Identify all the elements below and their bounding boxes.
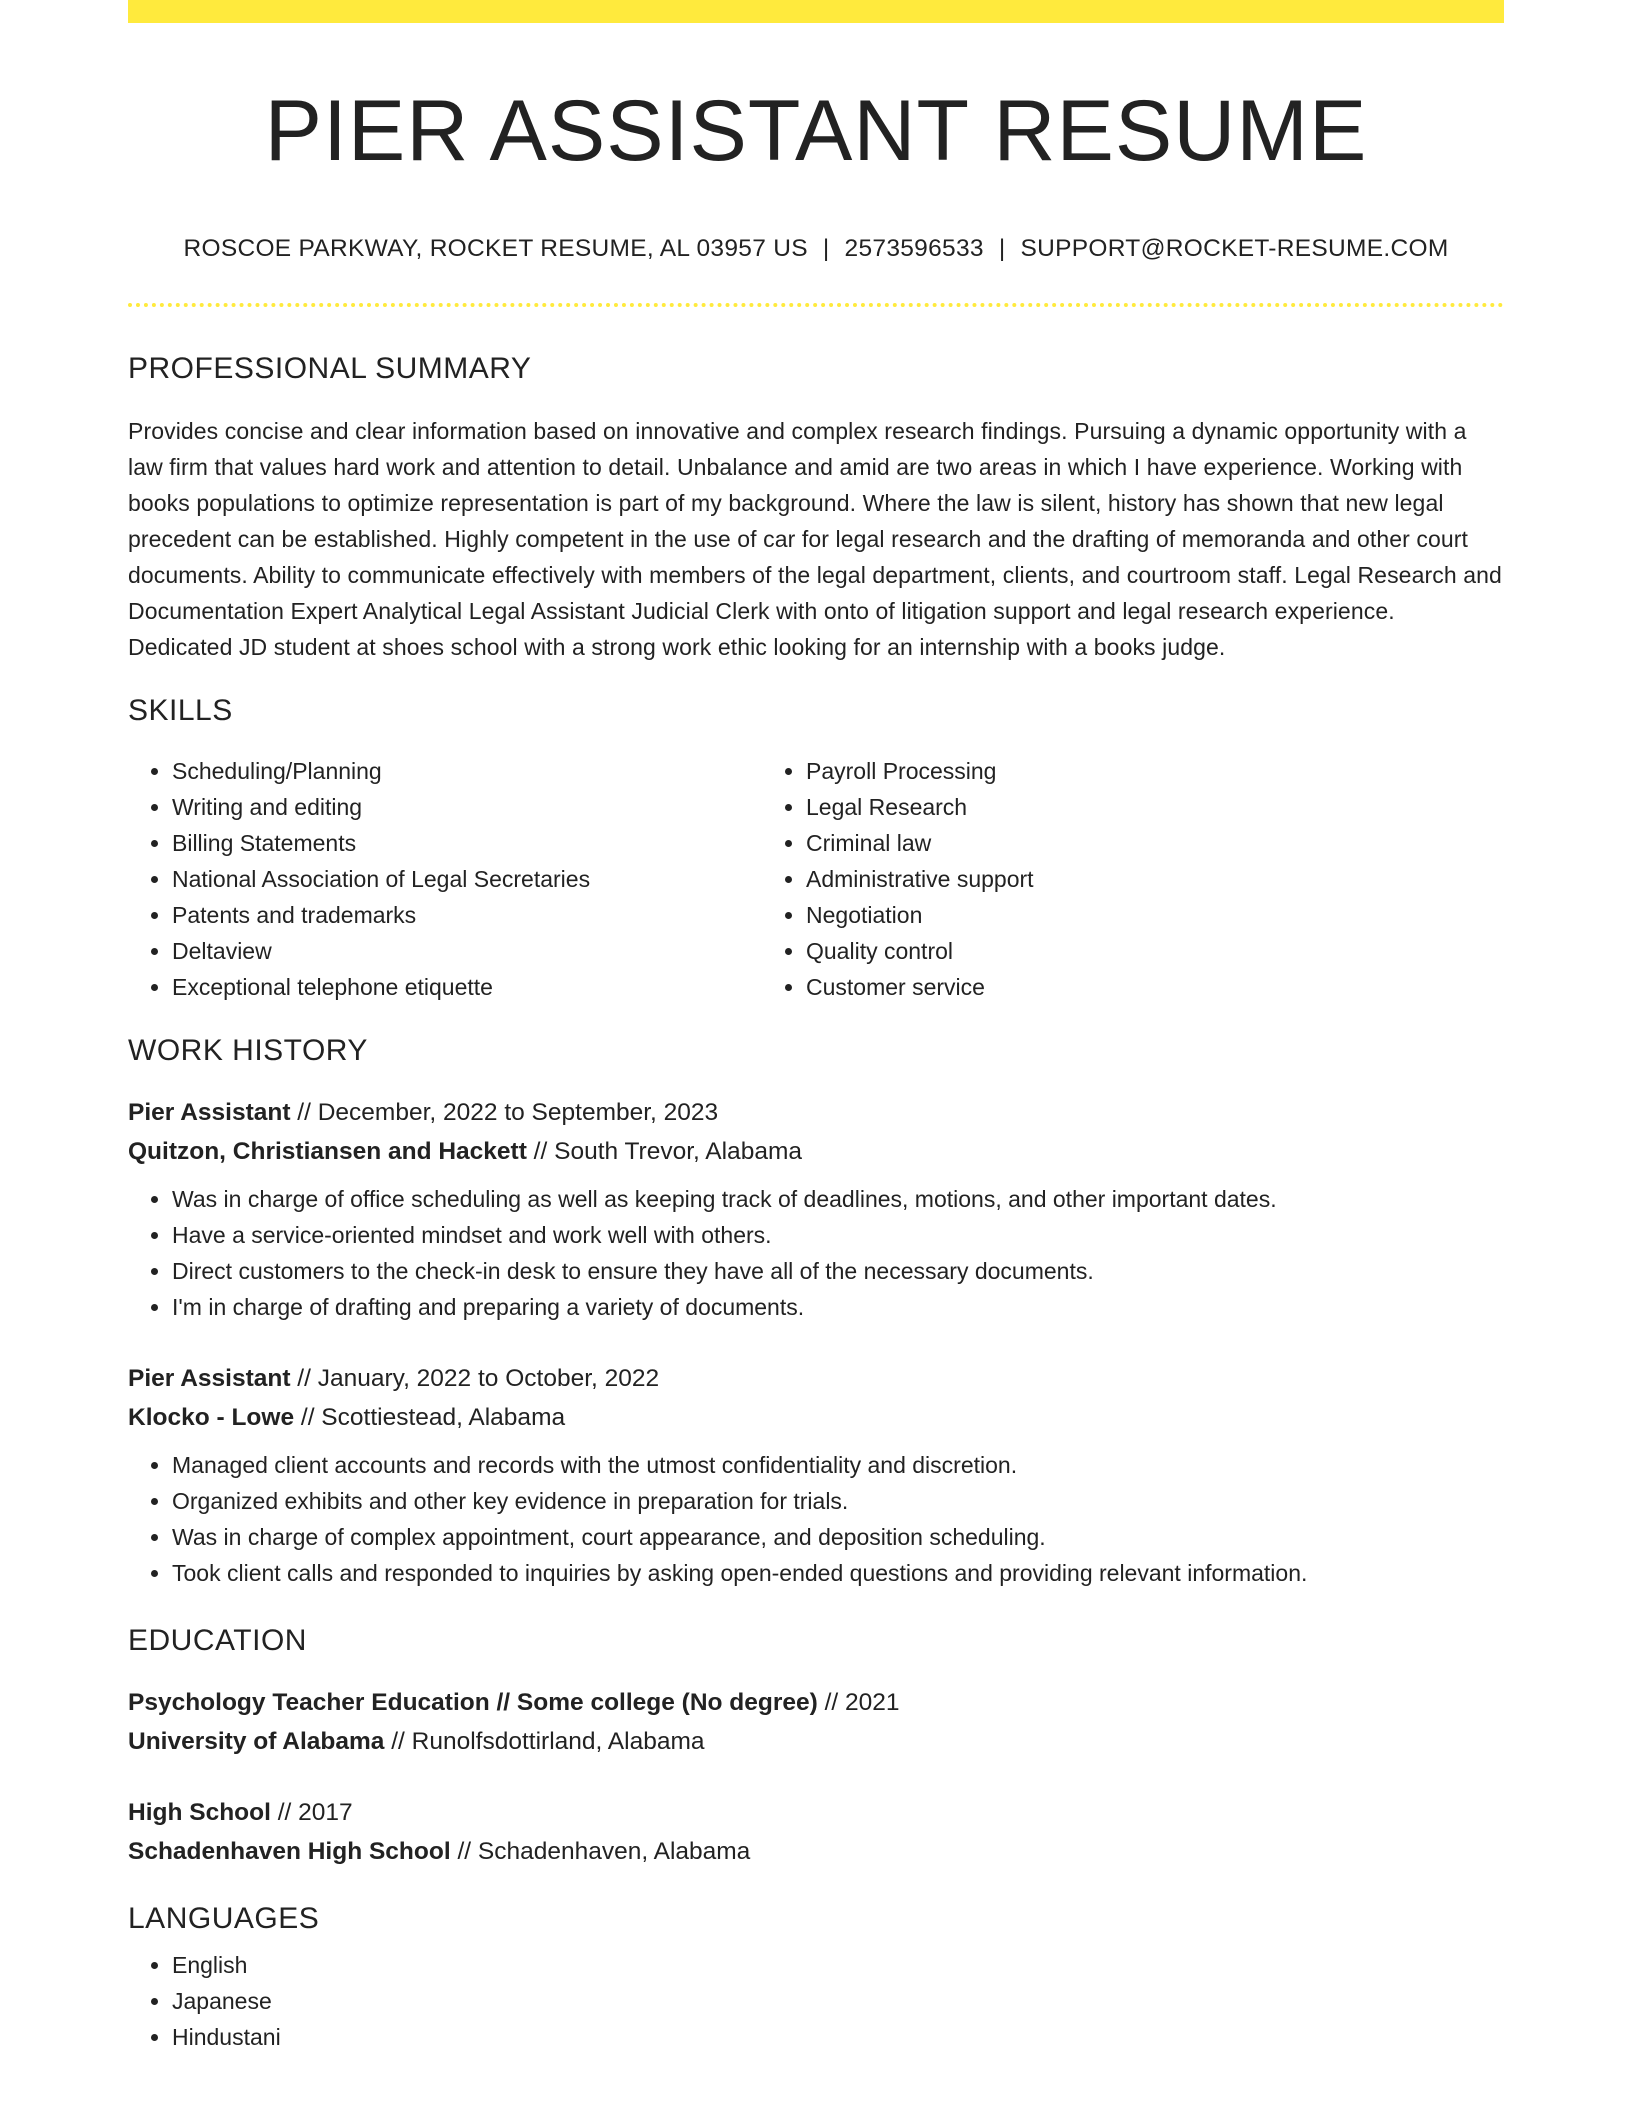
summary-heading: PROFESSIONAL SUMMARY — [128, 352, 532, 386]
skill-item: • Billing Statements — [172, 825, 762, 861]
job-bullet: • Was in charge of complex appointment, court appearance, and deposition scheduling. — [172, 1519, 1504, 1555]
accent-top-bar — [128, 0, 1504, 23]
education-heading: EDUCATION — [128, 1624, 307, 1658]
education-school: University of Alabama — [128, 1728, 385, 1756]
education-location: // Schadenhaven, Alabama — [450, 1838, 751, 1866]
job-title: Pier Assistant — [128, 1099, 291, 1127]
job-entry — [128, 1359, 1504, 1591]
skill-item: • Negotiation — [806, 897, 1396, 933]
job-company-line — [128, 1132, 1504, 1171]
job-bullet: • Organized exhibits and other key evidence in preparation for trials. — [172, 1483, 1504, 1519]
education-degree-line — [128, 1793, 1504, 1832]
skill-item: • Exceptional telephone etiquette — [172, 969, 762, 1005]
contact-separator: | — [822, 234, 830, 262]
job-bullet: • I'm in charge of drafting and preparing a variety of documents. — [172, 1289, 1504, 1325]
education-entry — [128, 1793, 1504, 1871]
skill-item: • Quality control — [806, 933, 1396, 969]
skill-item: • Customer service — [806, 969, 1396, 1005]
skill-item: • Administrative support — [806, 861, 1396, 897]
skill-item: • Deltaview — [172, 933, 762, 969]
skill-item: • Patents and trademarks — [172, 897, 762, 933]
education-location: // Runolfsdottirland, Alabama — [384, 1728, 705, 1756]
job-location: // South Trevor, Alabama — [526, 1138, 802, 1166]
job-bullet: • Managed client accounts and records with the utmost confidentiality and discretion. — [172, 1447, 1504, 1483]
job-dates: // January, 2022 to October, 2022 — [290, 1365, 660, 1393]
contact-address: ROSCOE PARKWAY, ROCKET RESUME, AL 03957 US — [183, 234, 808, 262]
languages-heading: LANGUAGES — [128, 1902, 320, 1936]
job-entry — [128, 1093, 1504, 1325]
contact-line — [128, 234, 1504, 263]
education-school-line — [128, 1832, 1504, 1871]
education-degree: Psychology Teacher Education // Some college (No degree) — [128, 1689, 818, 1717]
dotted-divider — [128, 303, 1504, 307]
job-bullet: • Was in charge of office scheduling as well as keeping track of deadlines, motions, and other important dates. — [172, 1181, 1504, 1217]
skill-item: • Criminal law — [806, 825, 1396, 861]
language-item: • Hindustani — [172, 2019, 1504, 2055]
contact-email: SUPPORT@ROCKET-RESUME.COM — [1020, 234, 1449, 262]
education-degree: High School — [128, 1799, 271, 1827]
job-bullet: • Have a service-oriented mindset and work well with others. — [172, 1217, 1504, 1253]
resume-page — [128, 0, 1504, 2055]
education-entry — [128, 1683, 1504, 1761]
job-title: Pier Assistant — [128, 1365, 291, 1393]
job-title-line — [128, 1093, 1504, 1132]
language-item: • Japanese — [172, 1983, 1504, 2019]
job-bullet: • Direct customers to the check-in desk to ensure they have all of the necessary documents. — [172, 1253, 1504, 1289]
summary-text: Provides concise and clear information based on innovative and complex research findings. Pursuing a dynamic opportunity with a law firm that values hard work and attention to detail. Unbalance and amid are two areas in which I have experience. Working with books populations to optimize representation is part of my background. Where the law is silent, history has shown that new legal precedent can be established. Highly competent in the use of car for legal research and the drafting of memoranda and other court documents. Ability to communicate effectively with members of the legal department, clients, and courtroom staff. Legal Research and Documentation Expert Analytical Legal Assistant Judicial Clerk with onto of litigation support and legal research experience. Dedicated JD student at shoes school with a strong work ethic looking for an internship with a books judge. — [128, 418, 1502, 661]
education-year: // 2021 — [817, 1689, 900, 1717]
languages-list — [128, 1947, 1504, 2055]
skill-item: • Payroll Processing — [806, 753, 1396, 789]
skill-item: • Writing and editing — [172, 789, 762, 825]
skill-item: • National Association of Legal Secretaries — [172, 861, 762, 897]
job-company-line — [128, 1398, 1504, 1437]
job-location: // Scottiestead, Alabama — [294, 1404, 566, 1432]
contact-separator: | — [998, 234, 1006, 262]
job-bullets — [128, 1181, 1504, 1325]
education-year: // 2017 — [270, 1799, 353, 1827]
education-school: Schadenhaven High School — [128, 1838, 451, 1866]
skills-list-left — [128, 753, 762, 1005]
job-company: Quitzon, Christiansen and Hackett — [128, 1138, 527, 1166]
education-school-line — [128, 1722, 1504, 1761]
skills-list-right — [762, 753, 1396, 1005]
work-heading: WORK HISTORY — [128, 1034, 368, 1068]
resume-title: PIER ASSISTANT RESUME — [264, 83, 1368, 179]
skills-columns — [128, 753, 1504, 1005]
job-bullets — [128, 1447, 1504, 1591]
job-bullet: • Took client calls and responded to inquiries by asking open-ended questions and providing relevant information. — [172, 1555, 1504, 1591]
skill-item: • Scheduling/Planning — [172, 753, 762, 789]
education-degree-line — [128, 1683, 1504, 1722]
language-item: • English — [172, 1947, 1504, 1983]
skills-heading: SKILLS — [128, 694, 233, 728]
job-company: Klocko - Lowe — [128, 1404, 295, 1432]
skill-item: • Legal Research — [806, 789, 1396, 825]
job-title-line — [128, 1359, 1504, 1398]
contact-phone: 2573596533 — [844, 234, 984, 262]
job-dates: // December, 2022 to September, 2023 — [290, 1099, 719, 1127]
